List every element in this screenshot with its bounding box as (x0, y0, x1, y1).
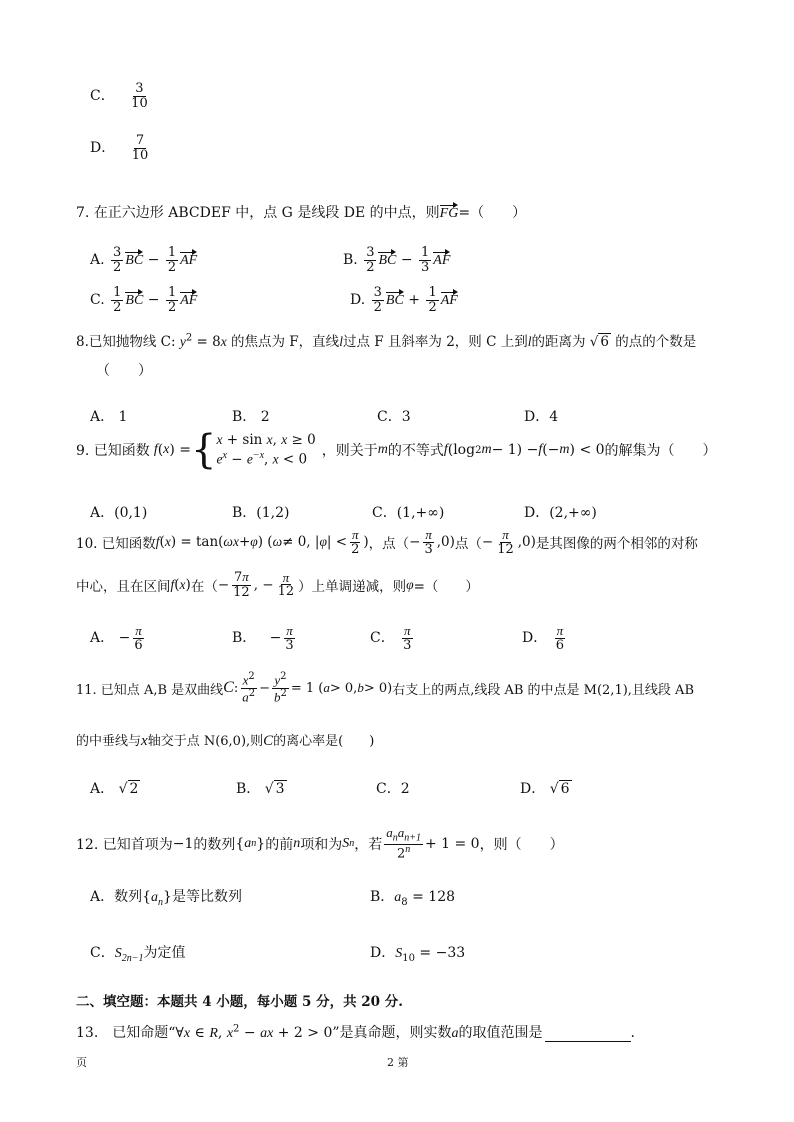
q9-option-b: B．(1,2) (232, 505, 290, 521)
q10-option-d: D． $\frac{\pi}{6}$ (522, 623, 564, 653)
q8-paren: （ ） (96, 363, 152, 379)
q11-option-c: C．2 (376, 781, 410, 797)
q11-stem-line2: 的中垂线与x轴交于点 N(6,0),则C的离心率是( ) (76, 733, 375, 749)
q6-option-d (90, 134, 152, 162)
q13-stem: 13. 已知命题“∀x ∈ R, $x^2$ − ax + 2 > 0”是真命题，则实数a的取值范围是 . (76, 1023, 635, 1041)
q6-option-c (90, 82, 152, 110)
answer-blank[interactable] (545, 1027, 631, 1042)
q9-option-d: D．(2,+∞) (524, 505, 597, 521)
q7-option-b: B. $\frac{3}{2}$ BC − $\frac{1}{3}$ AF (343, 245, 451, 275)
q10-option-a: A． − $\frac{\pi}{6}$ (90, 623, 143, 653)
q12-option-b: B．$a_8 = 128$ (370, 889, 456, 908)
q9-option-a: A．(0,1) (90, 505, 148, 521)
q7-option-a: A. $\frac{3}{2}$ BC − $\frac{1}{2}$ AF (90, 245, 198, 275)
q8-option-a: A． 1 (90, 409, 128, 425)
q7-option-d: D. $\frac{3}{2}$ BC + $\frac{1}{2}$ AF (350, 285, 458, 315)
q8-option-b: B． 2 (232, 409, 270, 425)
footer-page-number: 2 第 (387, 1056, 409, 1069)
section-heading: 二、填空题：本题共 4 小题，每小题 5 分，共 20 分. (76, 994, 403, 1010)
q8-stem: 8.已知抛物线 C: $y^2 = 8x$ 的焦点为 F，直线l过点 F 且斜率为 2，则 C 上到l的距离为 √ 6 的点的个数是 (76, 332, 697, 350)
q11-stem: 11. 已知点 A,B 是双曲线 C : $\frac{x^2}{a^2}$ − $\frac{y^2}{b^2}$ = 1 ( a > 0, b > 0) 右支上的两点,线段 AB 的中点是 M(2,1),且线段 AB (76, 671, 694, 705)
q12-stem: 12. 已知首项为 −1 的数列 { a n } 的前 n 项和为 S n ，若 $\frac{a_na_{n+1}}{2^n}$ + 1 = 0 ，则（ ） (76, 825, 564, 862)
q12-option-a: A．数列$\{a_n\}$是等比数列 (90, 889, 242, 908)
q11-option-a: A． √ 2 (90, 781, 139, 797)
q9-option-c: C．(1,+∞) (372, 505, 445, 521)
q10-stem: 10. 已知函数 f ( x ) = tan( ωx + φ ) ( ω ≠ 0, | φ | < $\frac{\pi}{2}$ ) ，点（ − $\frac{\pi}{3}$ ,0) 点（ − $\frac{\pi}{12}$ ,0) 是其图像的两个相邻的对称 (76, 527, 698, 557)
q12-option-d: D．$S_{10} = -33$ (370, 945, 466, 964)
option-label: C． (90, 88, 115, 105)
q12-option-c: C．$S_{2n-1}$为定值 (90, 945, 186, 964)
q10-option-b: B． − $\frac{\pi}{3}$ (232, 623, 294, 653)
q9-stem: 9. 已知函数 f ( x ) = { x + sin x, x ≥ 0 $e^x - e^{-x}$, x < 0 ，则关于 m 的不等式 f (log 2 m − 1) − f (− m ) < 0 的解集为（ ） (76, 427, 717, 473)
fraction: $\frac{3}{10}$ (131, 81, 148, 111)
q7-option-c: C. $\frac{1}{2}$ BC − $\frac{1}{2}$ AF (90, 285, 198, 315)
q11-option-d: D． √ 6 (520, 781, 570, 797)
fraction: $\frac{7}{10}$ (131, 133, 149, 163)
q10-stem-line2: 中心，且在区间 f ( x ) 在（ − $\frac{7\pi}{12}$ , − $\frac{\pi}{12}$ ）上单调递减，则 φ =（ ） (76, 569, 479, 600)
footer-left: 页 (76, 1056, 87, 1069)
q11-option-b: B． √ 3 (236, 781, 285, 797)
q10-option-c: C． $\frac{\pi}{3}$ (370, 623, 412, 653)
q8-option-c: C．3 (377, 409, 411, 425)
q7-stem: 7. 在正六边形 ABCDEF 中，点 G 是线段 DE 的中点，则FG=（ ） (76, 205, 527, 221)
option-label: D． (90, 140, 116, 157)
q8-option-d: D．4 (524, 409, 559, 425)
